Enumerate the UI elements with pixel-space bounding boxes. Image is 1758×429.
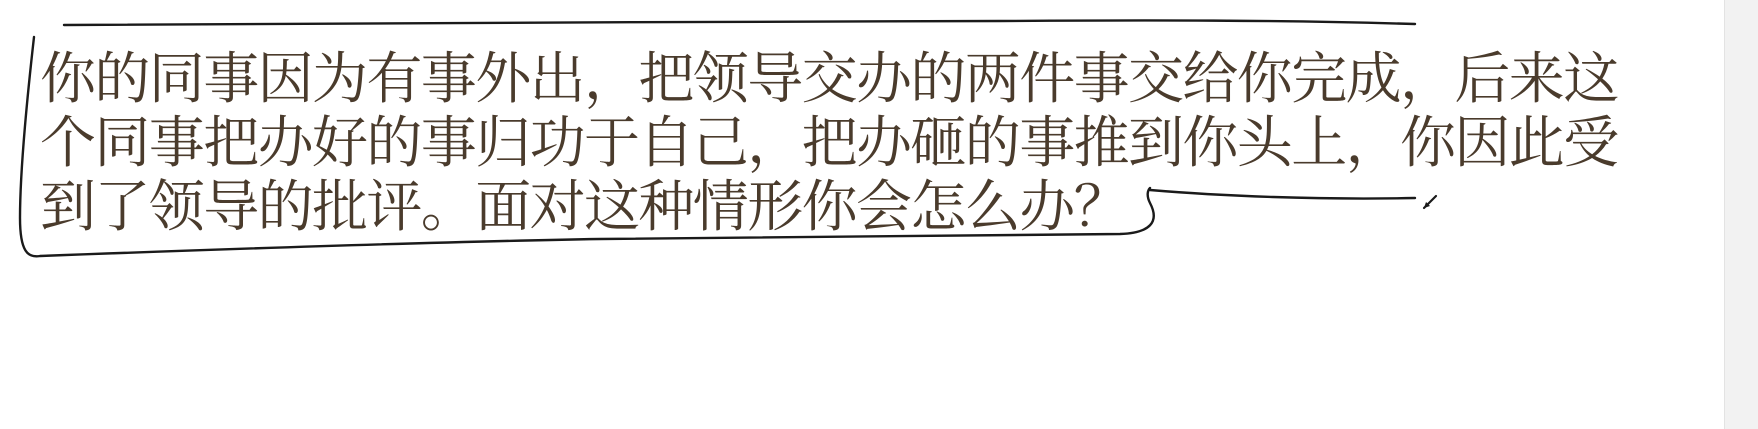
top-underline-stroke [64, 20, 1415, 25]
question-line-2: 个同事把办好的事归功于自己，把办砸的事推到你头上，你因此受 [40, 111, 1618, 176]
pen-cursor-icon [1424, 196, 1436, 208]
vertical-scrollbar[interactable] [1724, 0, 1758, 429]
question-line-3: 到了领导的批评。面对这种情形你会怎么办？ [40, 175, 1129, 240]
bracket-enclosure-stroke [20, 37, 1154, 256]
question-line-1: 你的同事因为有事外出，把领导交办的两件事交给你完成，后来这 [40, 47, 1618, 112]
connector-stroke [1150, 190, 1415, 199]
